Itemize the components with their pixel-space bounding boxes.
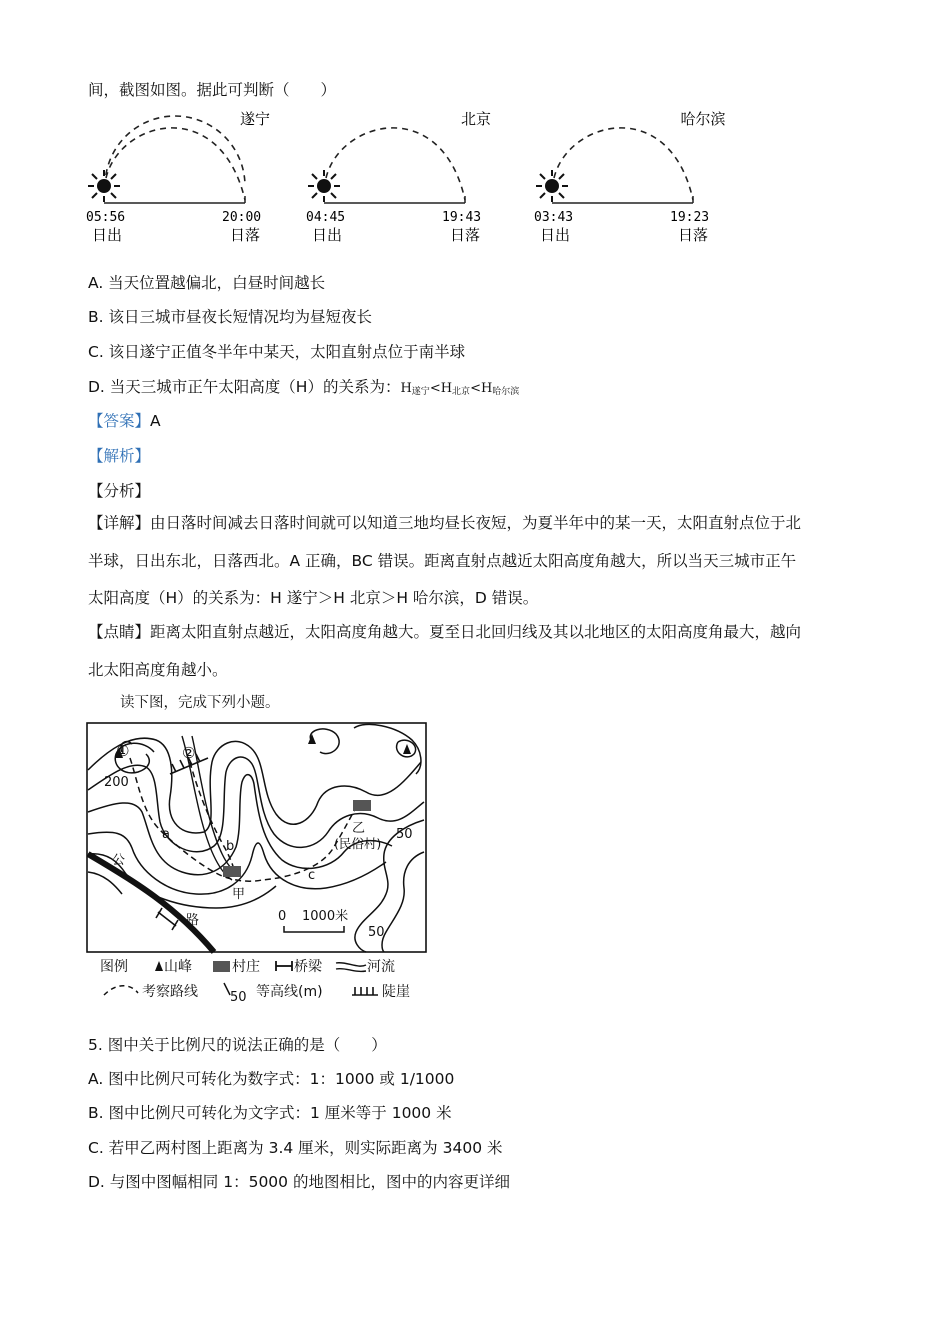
sunrise-time-beijing: 04:45 [306,210,346,225]
detail-text: 由日落时间减去日落时间就可以知道三地均昼长夜短，为夏半年中的某一天，太阳直射点位于北 [150,514,802,532]
analysis-tag: 【解析】 [88,447,151,465]
point-label-2: ② [182,744,196,762]
city-label-suining: 遂宁 [239,110,271,128]
sunset-time-harbin: 19:23 [670,210,710,225]
highway-label-gong: 公 [112,853,126,868]
contour-50-label: 50 [368,925,385,940]
contour-50-label: 50 [396,827,413,842]
q5-stem: 5. 图中关于比例尺的说法正确的是（ ） [88,1036,387,1054]
h-subscript: 哈尔滨 [492,387,520,397]
folk-village-label: (民俗村) [334,836,382,851]
legend-peak: 山峰 [164,959,192,975]
q4-option-d [88,377,519,402]
q5-option-b: B. 图中比例尺可转化为文字式：1 厘米等于 1000 米 [88,1104,452,1122]
sunrise-time-harbin: 03:43 [534,210,574,225]
legend-river: 河流 [367,959,395,975]
sunset-time-beijing: 19:43 [442,210,482,225]
cliff-legend-icon [352,987,378,995]
sunset-label-suining: 日落 [230,226,261,244]
scale-length-label: 1000米 [302,909,349,924]
village-yi-label: 乙 [352,821,366,836]
h-symbol: <H [429,381,453,396]
read-figure-instruction: 读下图，完成下列小题。 [120,695,280,711]
detail-line-1 [88,513,801,533]
sun-icon [308,170,340,202]
sunset-label-harbin: 日落 [678,226,709,244]
sun-diagram-beijing [306,110,491,244]
sun-icon [88,170,120,202]
village-jia-icon [223,866,241,877]
detail-line-2: 半球，日出东北，日落西北。A 正确，BC 错误。距离直射点越近太阳高度角越大，所以当天三城市正午 [88,552,797,570]
point-label-1: ① [116,742,130,760]
dianjing-text: 距离太阳直射点越近，太阳高度角越大。夏至日北回归线及其以北地区的太阳高度角最大，越向 [150,623,802,641]
village-icon [213,961,230,972]
fenxi-tag: 【分析】 [88,482,151,500]
detail-line-3: 太阳高度（H）的关系为：H 遂宁＞H 北京＞H 哈尔滨，D 错误。 [88,589,539,607]
option-d-prefix: D. 当天三城市正午太阳高度（H）的关系为： [88,378,401,396]
sun-path-arc [554,128,693,200]
answer-value: A [150,412,161,430]
city-label-beijing: 北京 [460,110,492,128]
mountain-peak-icon [155,961,163,971]
h-symbol: <H [470,381,493,396]
legend-title: 图例 [100,959,128,975]
h-symbol: H [400,381,412,396]
route-label-c: c [308,868,316,883]
contour-200-label: 200 [104,775,129,790]
sun-diagram-suining [86,110,270,244]
highway-label-lu: 路 [186,913,200,928]
sun-diagrams [80,100,740,250]
topographic-map [86,722,428,954]
sun-diagram-harbin [534,110,726,244]
route-label-a: a [162,827,170,842]
q5-option-d: D. 与图中图幅相同 1：5000 的地图相比，图中的内容更详细 [88,1173,510,1191]
sunset-time-suining: 20:00 [222,210,262,225]
sunrise-label-beijing: 日出 [312,226,343,244]
answer-line [88,411,161,431]
route-label-b: b [226,839,235,854]
legend-contour: 等高线(m) [256,984,323,1000]
h-subscript: 北京 [452,387,471,397]
dianjing-tag: 【点睛】 [88,623,151,641]
sun-path-arc [326,128,465,200]
q4-option-a: A. 当天位置越偏北，白昼时间越长 [88,274,326,292]
q4-option-b: B. 该日三城市昼夜长短情况均为昼短夜长 [88,308,372,326]
sunrise-label-harbin: 日出 [540,226,571,244]
dianjing-line-1 [88,622,801,642]
q5-option-c: C. 若甲乙两村图上距离为 3.4 厘米，则实际距离为 3400 米 [88,1139,503,1157]
village-jia-label: 甲 [232,887,246,902]
h-subscript: 遂宁 [411,387,430,397]
route-legend-icon [104,986,138,995]
legend-bridge: 桥梁 [294,959,322,975]
village-yi-icon [353,800,371,811]
bridge-legend-icon [276,961,292,971]
sunset-label-beijing: 日落 [450,226,481,244]
legend-contour-number: 50 [230,990,247,1005]
legend-route: 考察路线 [142,984,198,1000]
sun-icon [536,170,568,202]
legend-village: 村庄 [232,959,260,975]
scale-zero-label: 0 [278,909,287,924]
sun-path-arc [106,128,245,200]
detail-tag: 【详解】 [88,514,151,532]
city-label-harbin: 哈尔滨 [680,110,726,128]
sunrise-time-suining: 05:56 [86,210,126,225]
q4-option-c: C. 该日遂宁正值冬半年中某天，太阳直射点位于南半球 [88,343,466,361]
river-legend-icon [336,963,366,972]
q5-option-a: A. 图中比例尺可转化为数字式：1：1000 或 1/1000 [88,1070,455,1088]
map-legend [96,955,426,1005]
sunrise-label-suining: 日出 [92,226,123,244]
legend-cliff: 陡崖 [382,984,410,1000]
dianjing-line-2: 北太阳高度角越小。 [88,661,228,679]
answer-tag: 【答案】 [88,412,151,430]
intro-text: 间，截图如图。据此可判断（ ） [88,81,337,99]
